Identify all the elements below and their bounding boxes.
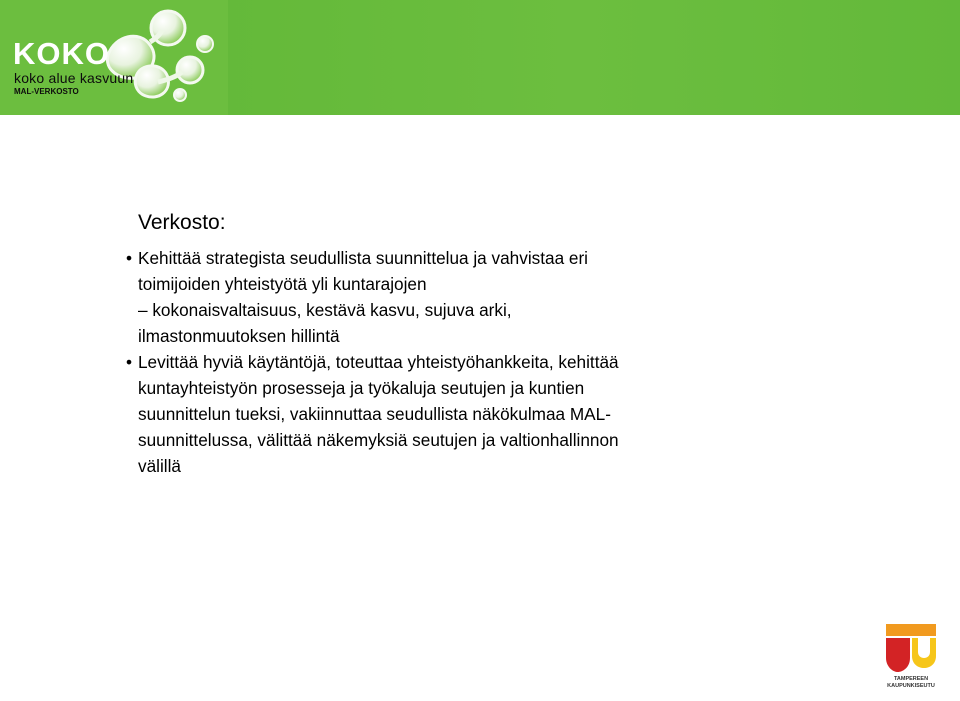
header-band bbox=[0, 0, 960, 115]
tampere-region-logo bbox=[880, 620, 942, 696]
logo-line-1: TAMPEREEN bbox=[893, 676, 929, 682]
text-line: toimijoiden yhteistyötä yli kuntarajojen bbox=[138, 274, 427, 294]
text-line: – kokonaisvaltaisuus, kestävä kasvu, sujuva arki, bbox=[138, 300, 512, 320]
slide-content bbox=[138, 210, 778, 479]
text-line: ilmastonmuutoksen hillintä bbox=[138, 326, 340, 346]
network-label: MAL-VERKOSTO bbox=[14, 87, 79, 96]
slide-heading: Verkosto: bbox=[138, 211, 226, 234]
koko-logo bbox=[0, 0, 228, 115]
logo-line-2: KAUPUNKISEUTU bbox=[887, 683, 935, 689]
bullet-list bbox=[138, 245, 778, 479]
text-line: suunnittelun tueksi, vakiinnuttaa seudullista näkökulmaa MAL- bbox=[138, 404, 611, 424]
brand-name: KOKO bbox=[13, 36, 110, 71]
tampere-emblem-icon bbox=[880, 620, 942, 676]
text-line: kuntayhteistyön prosesseja ja työkaluja seutujen ja kuntien bbox=[138, 378, 585, 398]
brand-tagline: koko alue kasvuun bbox=[14, 70, 134, 86]
bullet-line: • Levittää hyviä käytäntöjä, toteuttaa yhteistyöhankkeita, kehittää bbox=[138, 349, 778, 375]
text-line: suunnittelussa, välittää näkemyksiä seutujen ja valtionhallinnon bbox=[138, 430, 619, 450]
bullet-line: • Kehittää strategista seudullista suunnittelua ja vahvistaa eri bbox=[138, 245, 778, 271]
text-line: välillä bbox=[138, 456, 181, 476]
